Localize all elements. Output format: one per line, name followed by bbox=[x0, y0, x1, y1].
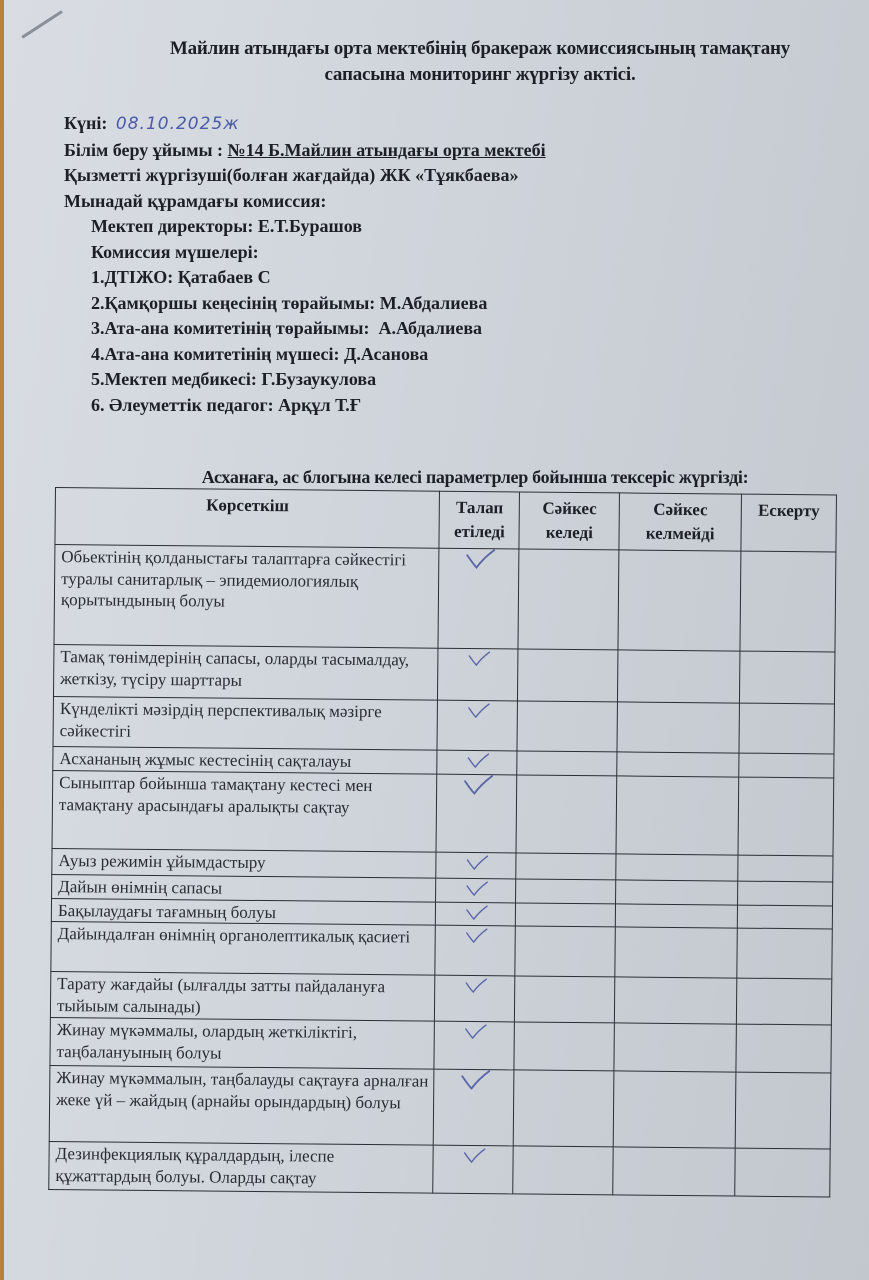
note-cell bbox=[737, 928, 832, 979]
pen-mark bbox=[21, 10, 63, 39]
required-cell bbox=[437, 750, 517, 775]
required-cell bbox=[435, 975, 515, 1022]
note-cell bbox=[737, 905, 832, 929]
note-cell bbox=[740, 551, 836, 652]
handwritten-check-icon bbox=[464, 928, 486, 942]
compliant-cell bbox=[516, 853, 616, 880]
compliant-cell bbox=[517, 751, 617, 776]
required-cell bbox=[433, 1145, 513, 1194]
table-row bbox=[52, 770, 834, 855]
paper-edge bbox=[0, 0, 4, 1280]
noncompliant-cell bbox=[617, 702, 739, 753]
organization-line bbox=[64, 138, 844, 164]
table-row bbox=[54, 545, 836, 652]
handwritten-check-icon bbox=[462, 774, 492, 793]
table-row bbox=[50, 1017, 831, 1072]
noncompliant-cell bbox=[613, 1147, 735, 1196]
note-cell bbox=[740, 651, 835, 704]
member-1: 1.ДТІЖО: Қатабаев С bbox=[91, 267, 271, 287]
noncompliant-cell bbox=[616, 880, 738, 905]
compliant-cell bbox=[513, 1070, 614, 1147]
date-label: Күні: bbox=[64, 113, 108, 133]
required-cell bbox=[438, 648, 518, 701]
table-row bbox=[53, 644, 834, 703]
date-value-handwritten: 08.10.2025ж bbox=[115, 114, 240, 134]
commission-heading: Мынадай құрамдағы комиссия: bbox=[64, 190, 327, 211]
handwritten-check-icon bbox=[465, 904, 487, 918]
indicator-cell: Дайын өнімнің сапасы bbox=[52, 874, 437, 901]
compliant-cell bbox=[517, 701, 617, 752]
handwritten-check-icon bbox=[466, 753, 488, 767]
indicator-cell: Асхананың жұмыс кестесінің сақталауы bbox=[53, 746, 438, 774]
title-line-2: сапасына мониторинг жүргізу актісі. bbox=[324, 64, 636, 85]
member-5: 5.Мектеп медбикесі: Г.Бузаукулова bbox=[91, 369, 377, 389]
compliant-cell bbox=[516, 879, 616, 903]
document-title bbox=[100, 36, 860, 88]
handwritten-check-icon bbox=[464, 548, 494, 567]
handwritten-check-icon bbox=[464, 1024, 486, 1038]
compliant-cell bbox=[515, 976, 615, 1023]
compliant-cell bbox=[515, 926, 615, 977]
note-cell bbox=[736, 1024, 831, 1073]
act-info bbox=[64, 111, 844, 418]
member-6: 6. Әлеуметтік педагог: Арқұл Т.Ғ bbox=[91, 394, 362, 415]
note-cell bbox=[738, 881, 833, 905]
indicator-cell: Күнделікті мәзірдің перспективалық мәзірге сәйкестігі bbox=[53, 696, 438, 750]
required-cell bbox=[436, 902, 516, 926]
date-line bbox=[64, 111, 844, 138]
indicator-cell: Ауыз режимін ұйымдастыру bbox=[52, 848, 437, 878]
member-4: 4.Ата-ана комитетінің мүшесі: Д.Асанова bbox=[91, 343, 429, 364]
noncompliant-cell bbox=[616, 854, 738, 881]
indicator-cell: Жинау мүкәммалы, олардың жеткіліктігі, таңбалануының болуы bbox=[50, 1017, 435, 1069]
noncompliant-cell bbox=[615, 977, 737, 1024]
member-3: 3.Ата-ана комитетінің төрайымы: А.Абдалиева bbox=[91, 318, 483, 338]
handwritten-check-icon bbox=[464, 978, 486, 992]
noncompliant-cell bbox=[613, 1071, 736, 1148]
handwritten-check-icon bbox=[462, 1148, 484, 1162]
noncompliant-cell bbox=[618, 650, 740, 703]
table-row bbox=[51, 921, 832, 978]
header-required: Талап етіледі bbox=[439, 491, 519, 549]
compliant-cell bbox=[518, 649, 618, 702]
title-line-1: Майлин атындағы орта мектебінің бракераж комиссиясының тамақтану bbox=[169, 38, 791, 59]
provider-line: Қызметті жүргізуші(болған жағдайда) ЖК «Тұякбаева» bbox=[64, 165, 519, 185]
note-cell bbox=[738, 855, 833, 882]
noncompliant-cell bbox=[618, 550, 741, 651]
indicator-cell: Дезинфекциялық құралдардың, ілеспе құжаттардың болуы. Оларды сақтау bbox=[49, 1141, 434, 1193]
table-row bbox=[50, 971, 831, 1024]
table-row bbox=[49, 1065, 831, 1148]
noncompliant-cell bbox=[616, 776, 739, 855]
handwritten-check-icon bbox=[465, 855, 487, 869]
header-indicator: Көрсеткіш bbox=[55, 488, 440, 549]
note-cell bbox=[738, 777, 834, 856]
noncompliant-cell bbox=[615, 927, 737, 978]
inspection-checklist-table bbox=[48, 487, 837, 1197]
header-noncompliant: Сәйкес келмейді bbox=[619, 493, 741, 551]
required-cell bbox=[434, 1021, 514, 1070]
handwritten-check-icon bbox=[465, 881, 487, 895]
handwritten-check-icon bbox=[459, 1069, 489, 1088]
organization-label: Білім беру ұйымы : bbox=[64, 139, 224, 160]
compliant-cell bbox=[513, 1146, 613, 1195]
indicator-cell: Бақылаудағы тағамның болуы bbox=[51, 898, 436, 925]
note-cell bbox=[739, 753, 834, 778]
compliant-cell bbox=[514, 1022, 614, 1071]
noncompliant-cell bbox=[617, 752, 739, 777]
compliant-cell bbox=[516, 775, 617, 854]
noncompliant-cell bbox=[614, 1023, 736, 1072]
required-cell bbox=[436, 852, 516, 879]
note-cell bbox=[739, 703, 834, 754]
indicator-cell: Тамақ төнімдерінің сапасы, оларды тасымалдау, жеткізу, түсіру шарттары bbox=[53, 644, 438, 700]
members-heading: Комиссия мүшелері: bbox=[91, 241, 259, 262]
organization-value: №14 Б.Майлин атындағы орта мектебі bbox=[227, 139, 546, 160]
note-cell bbox=[736, 978, 831, 1025]
required-cell bbox=[438, 548, 519, 649]
compliant-cell bbox=[518, 549, 619, 650]
handwritten-check-icon bbox=[467, 703, 489, 717]
table-caption: Асханаға, ас блогына келесі параметрлер бойынша тексеріс жүргізді: bbox=[201, 467, 749, 487]
indicator-cell: Сыныптар бойынша тамақтану кестесі мен тамақтану арасындағы аралықты сақтау bbox=[52, 770, 437, 852]
table-row bbox=[49, 1141, 830, 1196]
required-cell bbox=[437, 700, 517, 751]
indicator-cell: Тарату жағдайы (ылғалды затты пайдалануға тыйыым салынады) bbox=[50, 971, 435, 1021]
required-cell bbox=[436, 774, 517, 853]
required-cell bbox=[434, 1069, 515, 1146]
header-note: Ескерту bbox=[741, 494, 836, 552]
indicator-cell: Дайындалған өнімнің органолептикалық қасиеті bbox=[51, 921, 436, 975]
required-cell bbox=[435, 925, 515, 976]
indicator-cell: Жинау мүкәммалын, таңбалауды сақтауға арналған жеке үй – жайдың (арнайы орындардың) болуы bbox=[49, 1065, 434, 1145]
table-header-row bbox=[55, 488, 837, 552]
table-row bbox=[53, 696, 834, 753]
noncompliant-cell bbox=[615, 903, 737, 928]
required-cell bbox=[436, 878, 516, 902]
member-2: 2.Қамқоршы кеңесінің төрайымы: М.Абдалиева bbox=[91, 292, 488, 313]
compliant-cell bbox=[516, 902, 616, 926]
note-cell bbox=[735, 1072, 831, 1149]
indicator-cell: Обьектінің қолданыстағы талаптарға сәйкестігі туралы санитарлық – эпидемиологиялық қорытындының болуы bbox=[54, 545, 439, 649]
note-cell bbox=[735, 1148, 830, 1197]
handwritten-check-icon bbox=[467, 651, 489, 665]
header-compliant: Сәйкес келеді bbox=[519, 492, 619, 550]
director-line: Мектеп директоры: Е.Т.Бурашов bbox=[91, 216, 362, 236]
